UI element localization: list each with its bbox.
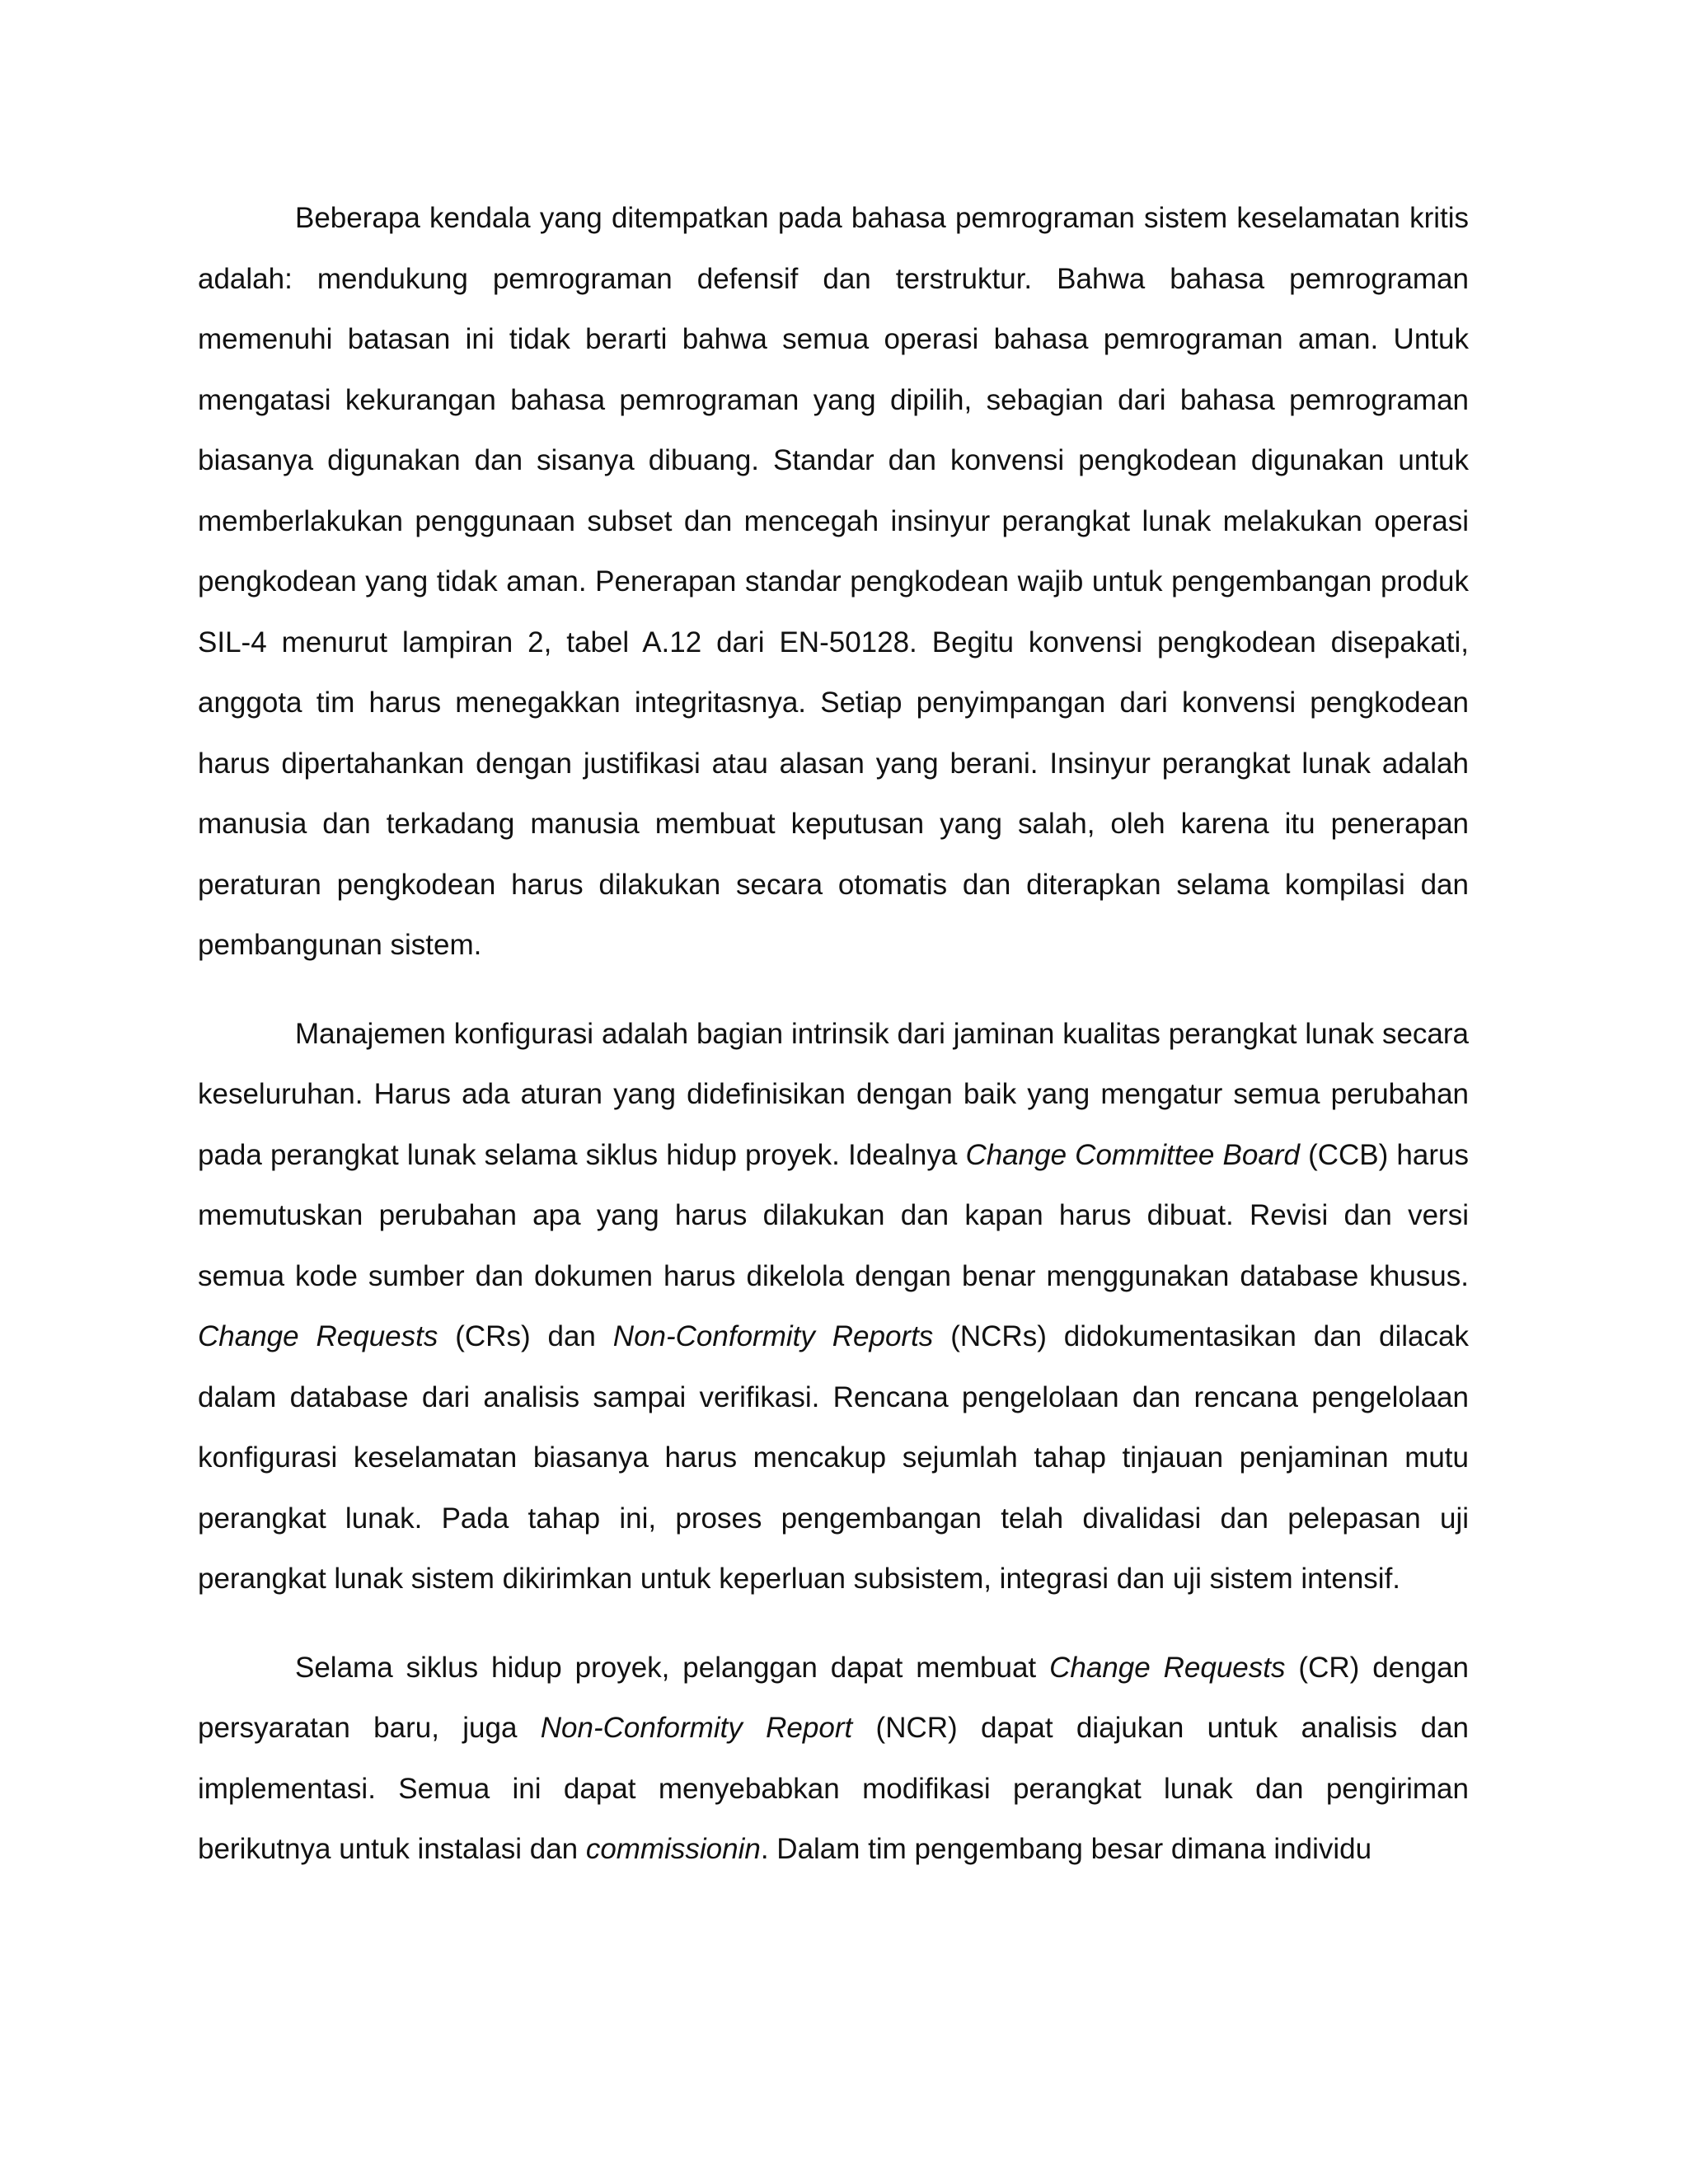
paragraph-3-text-part-3: (NCR) dapat diajukan untuk analisis dan implementasi. Semua ini dapat menyebabkan modifikasi perangkat lunak dan pengiriman berikutnya untuk instalasi dan <box>198 1712 1470 1865</box>
paragraph-project-lifecycle <box>198 1638 1469 1880</box>
term-non-conformity-reports: Non-Conformity Reports <box>612 1320 934 1352</box>
paragraph-configuration-management <box>198 1004 1469 1610</box>
term-commissionin: commissionin <box>585 1833 761 1865</box>
paragraph-2-text-part-3: (CRs) dan <box>438 1320 613 1352</box>
document-body <box>198 188 1469 1908</box>
paragraph-3-text-part-2: (CR) dengan persyaratan baru, juga <box>198 1651 1469 1744</box>
paragraph-coding-standards <box>198 188 1469 976</box>
paragraph-2-text-part-4: (NCRs) didokumentasikan dan dilacak dalam database dari analisis sampai verifikasi. Rencana pengelolaan dan rencana pengelolaan konfigurasi keselamatan biasanya harus mencakup sejumlah tahap tinjauan penjaminan mutu perangkat lunak. Pada tahap ini, proses pengembangan telah divalidasi dan pelepasan uji perangkat lunak sistem dikirimkan untuk keperluan subsistem, integrasi dan uji sistem intensif. <box>198 1320 1469 1595</box>
term-change-requests: Change Requests <box>198 1320 438 1352</box>
paragraph-3-text-part-4: . Dalam tim pengembang besar dimana individu <box>760 1833 1372 1865</box>
paragraph-1-text: Beberapa kendala yang ditempatkan pada bahasa pemrograman sistem keselamatan kritis adalah: mendukung pemrograman defensif dan terstruktur. Bahwa bahasa pemrograman memenuhi batasan ini tidak berarti bahwa semua operasi bahasa pemrograman aman. Untuk mengatasi kekurangan bahasa pemrograman yang dipilih, sebagian dari bahasa pemrograman biasanya digunakan dan sisanya dibuang. Standar dan konvensi pengkodean digunakan untuk memberlakukan penggunaan subset dan mencegah insinyur perangkat lunak melakukan operasi pengkodean yang tidak aman. Penerapan standar pengkodean wajib untuk pengembangan produk SIL-4 menurut lampiran 2, tabel A.12 dari EN-50128. Begitu konvensi pengkodean disepakati, anggota tim harus menegakkan integritasnya. Setiap penyimpangan dari konvensi pengkodean harus dipertahankan dengan justifikasi atau alasan yang berani. Insinyur perangkat lunak adalah manusia dan terkadang manusia membuat keputusan yang salah, oleh karena itu penerapan peraturan pengkodean harus dilakukan secara otomatis dan diterapkan selama kompilasi dan pembangunan sistem. <box>198 202 1469 961</box>
paragraph-2-text-part-1: Manajemen konfigurasi adalah bagian intrinsik dari jaminan kualitas perangkat lunak secara keseluruhan. Harus ada aturan yang didefinisikan dengan baik yang mengatur semua perubahan pada perangkat lunak selama siklus hidup proyek. Idealnya <box>198 1017 1469 1171</box>
term-non-conformity-report: Non-Conformity Report <box>540 1712 853 1744</box>
paragraph-3-text-part-1: Selama siklus hidup proyek, pelanggan dapat membuat <box>295 1651 1050 1684</box>
term-change-committee-board: Change Committee Board <box>965 1138 1300 1171</box>
term-change-requests: Change Requests <box>1049 1651 1286 1684</box>
paragraph-2-text-part-2: (CCB) harus memutuskan perubahan apa yang harus dilakukan dan kapan harus dibuat. Revisi dan versi semua kode sumber dan dokumen harus dikelola dengan benar menggunakan database khusus. <box>198 1138 1469 1292</box>
